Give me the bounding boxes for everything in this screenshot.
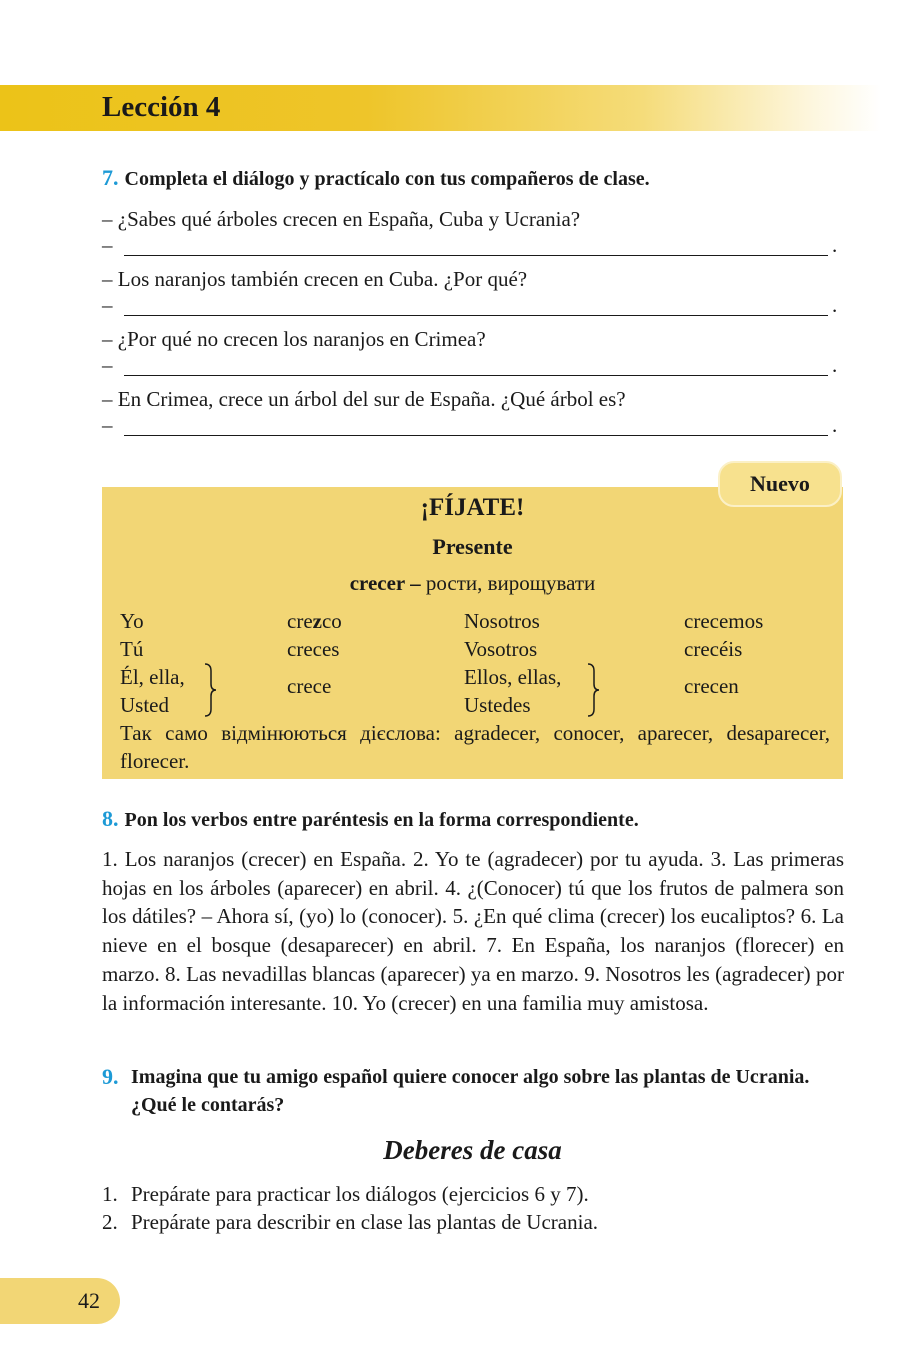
dialogue-line-2: – Los naranjos también crecen en Cuba. ¿Por qué? — [102, 267, 528, 291]
brace-icon — [585, 662, 601, 718]
conjugation-note: Так само відмінюються дієслова: agradecer, conocer, aparecer, desaparecer, florecer. — [120, 721, 830, 773]
form-highlight: z — [312, 609, 322, 633]
form-crecen: crecen — [684, 674, 739, 698]
homework-item-1 — [102, 1180, 589, 1208]
homework-item-text: Prepárate para practicar los diálogos (ejercicios 6 y 7). — [131, 1182, 589, 1206]
blank-dash: – — [102, 233, 113, 257]
lesson-title: Lección 4 — [102, 91, 221, 123]
page-number: 42 — [78, 1288, 100, 1313]
homework-title: Deberes de casa — [383, 1135, 562, 1165]
homework-item-number: 1. — [102, 1182, 118, 1206]
exercise-9-number: 9. — [102, 1064, 119, 1089]
pronoun-el-ella: Él, ella, — [120, 665, 185, 689]
answer-blank-1[interactable] — [102, 233, 842, 261]
exercise-7-number: 7. — [102, 165, 119, 190]
form-creces: creces — [287, 637, 340, 661]
exercise-8-title — [102, 805, 639, 834]
form-crece: crece — [287, 674, 332, 698]
pronoun-ustedes: Ustedes — [464, 693, 531, 717]
dialogue-line-1: – ¿Sabes qué árboles crecen en España, Cuba y Ucrania? — [102, 207, 581, 231]
form-part: cre — [287, 609, 313, 633]
verb-translation: рости, вирощувати — [420, 571, 596, 595]
answer-blank-3[interactable] — [102, 353, 842, 381]
form-creceis: crecéis — [684, 637, 743, 661]
pronoun-tu: Tú — [120, 637, 144, 661]
new-badge: Nuevo — [718, 461, 842, 507]
exercise-9-instruction: Imagina que tu amigo español quiere conocer algo sobre las plantas de Ucrania. ¿Qué le contarás? — [131, 1066, 810, 1116]
blank-line — [124, 435, 828, 436]
pronoun-yo: Yo — [120, 609, 144, 633]
form-crecemos: crecemos — [684, 609, 764, 633]
form-crezco — [287, 607, 342, 635]
blank-dot: . — [832, 353, 838, 377]
exercise-7-title — [102, 164, 650, 193]
page-number-tab — [0, 1278, 120, 1324]
homework-item-2 — [102, 1208, 598, 1236]
dialogue-line-3: – ¿Por qué no crecen los naranjos en Crimea? — [102, 327, 486, 351]
form-part: co — [321, 609, 342, 633]
blank-line — [124, 315, 828, 316]
pronoun-vosotros: Vosotros — [464, 637, 538, 661]
homework-item-text: Prepárate para describir en clase las plantas de Ucrania. — [131, 1210, 599, 1234]
blank-dot: . — [832, 293, 838, 317]
blank-dot: . — [832, 413, 838, 437]
pronoun-ellos-ellas: Ellos, ellas, — [464, 665, 562, 689]
exercise-8-number: 8. — [102, 806, 119, 831]
pronoun-usted: Usted — [120, 693, 169, 717]
blank-line — [124, 255, 828, 256]
brace-icon — [202, 662, 218, 718]
answer-blank-4[interactable] — [102, 413, 842, 441]
exercise-8-text: 1. Los naranjos (crecer) en España. 2. Yo te (agradecer) por tu ayuda. 3. Las primeras hojas en los árboles (aparecer) en abril. 4. ¿(Conocer) tú que los frutos de palmera son los dátiles? – Ahora sí, (yo) lo (conocer). 5. ¿En qué clima (crecer) los eucaliptos? 6. La nieve en el bosque (desaparecer) en abril. 7. En España, los naranjos (florecer) en marzo. 8. Las nevadillas blancas (aparecer) ya en marzo. 9. Nosotros les (agradecer) por la información interesante. 10. Yo (crecer) en una familia muy amistosa. — [102, 847, 844, 1015]
exercise-9-title — [102, 1063, 847, 1119]
verb-definition — [102, 571, 843, 596]
exercise-7-instruction: Completa el diálogo y practícalo con tus compañeros de clase. — [124, 168, 650, 190]
blank-dash: – — [102, 413, 113, 437]
answer-blank-2[interactable] — [102, 293, 842, 321]
homework-item-number: 2. — [102, 1210, 118, 1234]
verb-infinitive: crecer – — [349, 571, 421, 595]
dialogue-line-4: – En Crimea, crece un árbol del sur de España. ¿Qué árbol es? — [102, 387, 626, 411]
blank-dash: – — [102, 293, 113, 317]
grammar-box-title: ¡FÍJATE! — [420, 494, 525, 521]
blank-line — [124, 375, 828, 376]
exercise-8-instruction: Pon los verbos entre paréntesis en la forma correspondiente. — [124, 809, 639, 831]
blank-dash: – — [102, 353, 113, 377]
blank-dot: . — [832, 233, 838, 257]
pronoun-nosotros: Nosotros — [464, 609, 540, 633]
grammar-tense-label: Presente — [432, 534, 513, 559]
